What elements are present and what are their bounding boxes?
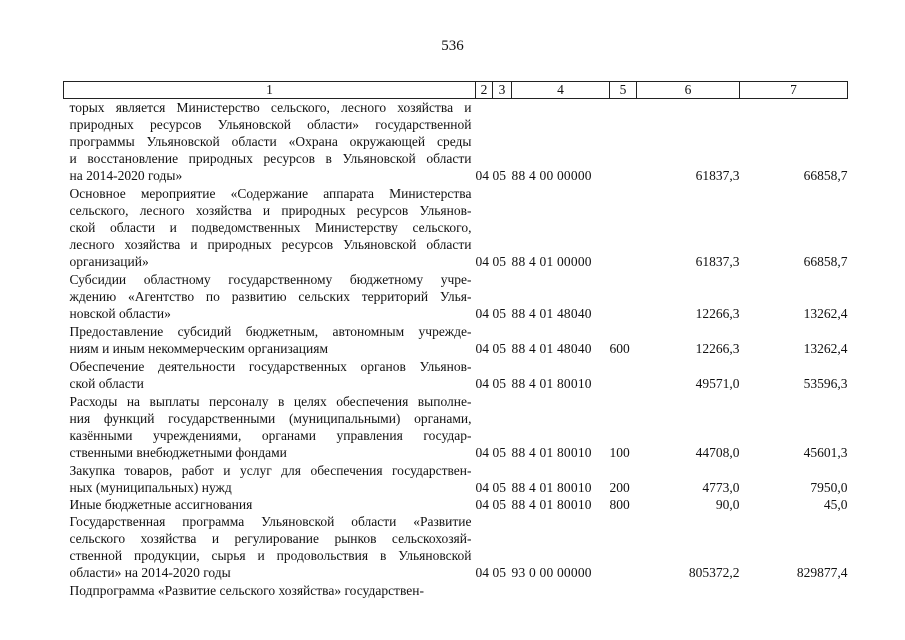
section-code: 04	[475, 254, 489, 269]
target-article-code: 88 4 01 48040	[511, 341, 592, 356]
amount-year-1	[637, 582, 740, 600]
amount-year-1: 805372,2	[688, 565, 740, 580]
target-article-code	[512, 582, 610, 600]
section-code: 04	[475, 376, 489, 391]
expense-type-code: 800	[609, 497, 630, 512]
amount-year-2: 45,0	[823, 497, 848, 512]
target-article-code: 88 4 00 00000	[511, 168, 592, 183]
target-article-code: 88 4 01 00000	[511, 254, 592, 269]
amount-year-2: 45601,3	[803, 445, 848, 460]
header-cell-target-article: 4	[512, 82, 610, 99]
section-code	[476, 582, 493, 600]
description-line: казёнными учреждениями, органами управления государ-	[69, 428, 472, 443]
description-line: торых является Министерство сельского, лесного хозяйства и	[69, 100, 472, 115]
amount-year-1: 12266,3	[695, 341, 740, 356]
table-row	[64, 393, 848, 462]
description-line: ской области и подведомственных Министерству сельского,	[69, 220, 472, 235]
expense-type-code: 100	[609, 445, 630, 460]
subsection-code: 05	[492, 168, 506, 183]
section-code: 04	[475, 168, 489, 183]
subsection-code: 05	[492, 376, 506, 391]
description-line: организаций»	[69, 254, 149, 269]
row-description	[64, 496, 476, 513]
amount-year-1: 12266,3	[695, 306, 740, 321]
expense-type-code	[610, 99, 637, 186]
table-row	[64, 185, 848, 271]
row-description	[64, 99, 476, 186]
target-article-code: 88 4 01 48040	[511, 306, 592, 321]
table-row	[64, 358, 848, 393]
row-description	[64, 393, 476, 462]
row-description	[64, 358, 476, 393]
subsection-code: 05	[492, 341, 506, 356]
description-line: сельского хозяйства и регулирование рынков сельскохозяй-	[69, 531, 472, 546]
budget-table	[63, 81, 848, 600]
table-row	[64, 496, 848, 513]
expense-type-code	[610, 358, 637, 393]
section-code: 04	[475, 497, 489, 512]
subsection-code: 05	[492, 480, 506, 495]
table-row	[64, 582, 848, 600]
amount-year-2: 66858,7	[803, 254, 848, 269]
subsection-code: 05	[492, 565, 506, 580]
header-cell-subsection: 3	[493, 82, 512, 99]
description-line: Закупка товаров, работ и услуг для обеспечения государствен-	[69, 463, 472, 478]
amount-year-2: 829877,4	[796, 565, 848, 580]
table-row	[64, 462, 848, 496]
description-line: области» на 2014-2020 годы	[69, 565, 231, 580]
header-cell-name: 1	[64, 82, 476, 99]
row-description	[64, 462, 476, 496]
page-number: 536	[441, 38, 464, 54]
section-code: 04	[475, 306, 489, 321]
description-line: Предоставление субсидий бюджетным, автономным учрежде-	[69, 324, 472, 339]
description-line: программы Ульяновской области «Охрана окружающей среды	[69, 134, 472, 149]
row-description	[64, 323, 476, 358]
row-description	[64, 582, 476, 600]
section-code: 04	[475, 341, 489, 356]
target-article-code: 88 4 01 80010	[511, 445, 592, 460]
table-row	[64, 271, 848, 323]
amount-year-1: 61837,3	[695, 254, 740, 269]
section-code: 04	[475, 565, 489, 580]
description-line: природных ресурсов Ульяновской области» государственной	[69, 117, 472, 132]
expense-type-code	[610, 271, 637, 323]
target-article-code: 88 4 01 80010	[511, 497, 592, 512]
amount-year-2: 66858,7	[803, 168, 848, 183]
amount-year-1: 49571,0	[695, 376, 740, 391]
row-description	[64, 185, 476, 271]
expense-type-code	[610, 513, 637, 582]
expense-type-code: 600	[609, 341, 630, 356]
description-line: ственными внебюджетными фондами	[69, 445, 287, 460]
description-line: ждению «Агентство по развитию сельских территорий Улья-	[69, 289, 472, 304]
subsection-code: 05	[492, 306, 506, 321]
subsection-code: 05	[492, 254, 506, 269]
target-article-code: 88 4 01 80010	[511, 480, 592, 495]
section-code: 04	[475, 480, 489, 495]
row-description	[64, 513, 476, 582]
section-code: 04	[475, 445, 489, 460]
amount-year-1: 61837,3	[695, 168, 740, 183]
header-cell-year-2: 7	[740, 82, 848, 99]
description-line: лесного хозяйства и природных ресурсов Ульяновской области	[69, 237, 472, 252]
expense-type-code: 200	[609, 480, 630, 495]
description-line: новской области»	[69, 306, 171, 321]
amount-year-2: 13262,4	[803, 306, 848, 321]
amount-year-1: 4773,0	[702, 480, 740, 495]
description-line: и восстановление природных ресурсов в Ульяновской области	[69, 151, 472, 166]
expense-type-code	[610, 185, 637, 271]
description-line: на 2014-2020 годы»	[69, 168, 183, 183]
table-row	[64, 99, 848, 186]
header-cell-section: 2	[476, 82, 493, 99]
description-line: Расходы на выплаты персоналу в целях обеспечения выполне-	[69, 394, 472, 409]
header-cell-year-1: 6	[637, 82, 740, 99]
target-article-code: 88 4 01 80010	[511, 376, 592, 391]
description-line: Государственная программа Ульяновской области «Развитие	[69, 514, 472, 529]
amount-year-2: 7950,0	[810, 480, 848, 495]
table-row	[64, 323, 848, 358]
header-cell-expense-type: 5	[610, 82, 637, 99]
subsection-code	[493, 582, 512, 600]
description-line: Обеспечение деятельности государственных органов Ульянов-	[69, 359, 472, 374]
description-line: ных (муниципальных) нужд	[69, 480, 232, 495]
description-line: ственной продукции, сырья и продовольствия в Ульяновской	[69, 548, 472, 563]
description-line: Иные бюджетные ассигнования	[69, 497, 253, 512]
description-line: ской области	[69, 376, 144, 391]
amount-year-2: 13262,4	[803, 341, 848, 356]
description-line: ния функций государственными (муниципальными) органами,	[69, 411, 472, 426]
expense-type-code	[610, 582, 637, 600]
description-line: Подпрограмма «Развитие сельского хозяйства» государствен-	[69, 583, 424, 598]
description-line: Субсидии областному государственному бюджетному учре-	[69, 272, 472, 287]
subsection-code: 05	[492, 445, 506, 460]
amount-year-1: 44708,0	[695, 445, 740, 460]
description-line: сельского, лесного хозяйства и природных ресурсов Ульянов-	[69, 203, 472, 218]
description-line: ниям и иным некоммерческим организациям	[69, 341, 329, 356]
table-row	[64, 513, 848, 582]
subsection-code: 05	[492, 497, 506, 512]
target-article-code: 93 0 00 00000	[511, 565, 592, 580]
amount-year-1: 90,0	[715, 497, 740, 512]
description-line: Основное мероприятие «Содержание аппарата Министерства	[69, 186, 472, 201]
amount-year-2: 53596,3	[803, 376, 848, 391]
amount-year-2	[740, 582, 848, 600]
row-description	[64, 271, 476, 323]
table-header-row	[64, 82, 848, 99]
